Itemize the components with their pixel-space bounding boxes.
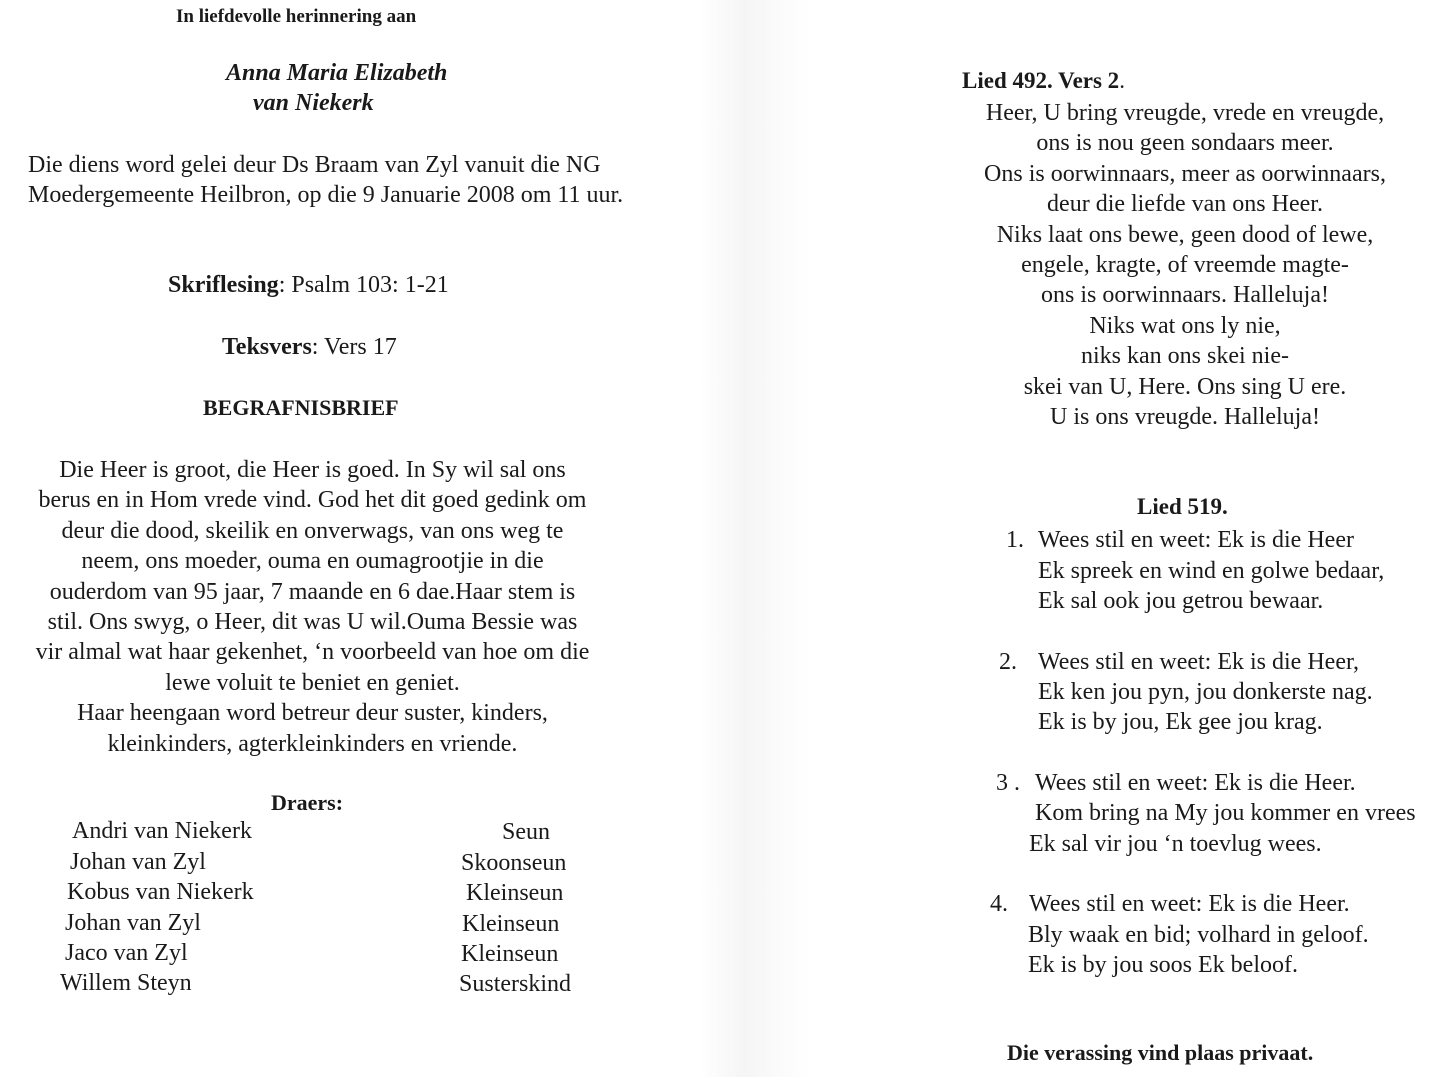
pallbearer-name: Willem Steyn: [60, 970, 192, 996]
letter-line: Die Heer is groot, die Heer is goed. In Sy wil sal ons: [59, 457, 566, 483]
letter-line: lewe voluit te beniet en geniet.: [165, 669, 460, 696]
text-verse-label: Teksvers: [222, 334, 312, 360]
verse-line: Wees stil en weet: Ek is die Heer.: [1029, 891, 1350, 917]
verse-number: 4.: [990, 891, 1008, 917]
funeral-letter-body: [20, 455, 605, 759]
verse-line: Ek sal ook jou getrou bewaar.: [1038, 588, 1324, 614]
verse-line: Wees stil en weet: Ek is die Heer.: [1035, 770, 1356, 796]
verse-line: Ek sal vir jou ‘n toevlug wees.: [1029, 831, 1322, 857]
deceased-name-line1: Anna Maria Elizabeth: [226, 60, 448, 86]
pallbearer-relation: Kleinseun: [466, 880, 564, 906]
verse-number: 3 .: [996, 770, 1020, 796]
lyric-line: engele, kragte, of vreemde magte-: [1021, 252, 1349, 279]
letter-line: neem, ons moeder, ouma en oumagrootjie in die: [81, 548, 544, 575]
lyric-line: Ons is oorwinnaars, meer as oorwinnaars,: [984, 160, 1386, 187]
letter-line: deur die dood, skeilik en onverwags, van ons weg te: [61, 517, 564, 544]
pallbearer-relation: Susterskind: [459, 971, 572, 997]
right-page: [715, 0, 1430, 1077]
verse-line: Kom bring na My jou kommer en vrees: [1035, 800, 1416, 826]
pallbearer-name: Andri van Niekerk: [72, 818, 252, 844]
pallbearer-relation: Kleinseun: [462, 911, 560, 937]
lyric-line: Niks wat ons ly nie,: [1089, 312, 1281, 339]
scripture-reading: [168, 272, 449, 299]
lyric-line: Heer, U bring vreugde, vrede en vreugde,: [985, 100, 1385, 126]
letter-line: vir almal wat haar gekenhet, ‘n voorbeeld van hoe om die: [35, 639, 590, 666]
pallbearer-name: Kobus van Niekerk: [67, 879, 254, 905]
scripture-label: Skriflesing: [168, 272, 279, 298]
pallbearer-relation: Skoonseun: [461, 850, 567, 876]
pallbearer-relation: Kleinseun: [461, 941, 559, 967]
hymn-492-title: [962, 68, 1125, 94]
pallbearer-name: Johan van Zyl: [70, 849, 206, 875]
verse-line: Ek spreek en wind en golwe bedaar,: [1038, 558, 1385, 584]
deceased-name-line2: van Niekerk: [253, 90, 374, 116]
verse-number: 2.: [999, 649, 1017, 675]
letter-line: stil. Ons swyg, o Heer, dit was U wil.Ouma Bessie was: [47, 609, 578, 636]
verse-line: Ek ken jou pyn, jou donkerste nag.: [1038, 679, 1373, 705]
scripture-value: : Psalm 103: 1-21: [278, 272, 449, 298]
lyric-line: niks kan ons skei nie-: [1081, 343, 1289, 370]
lyric-line: skei van U, Here. Ons sing U ere.: [1023, 373, 1347, 400]
letter-line: ouderdom van 95 jaar, 7 maande en 6 dae.Haar stem is: [49, 578, 576, 605]
text-verse-value: : Vers 17: [311, 334, 397, 360]
private-burial-note: Die verassing vind plaas privaat.: [1007, 1040, 1314, 1065]
lyric-line: ons is oorwinnaars. Halleluja!: [1041, 282, 1329, 309]
verse-line: Wees stil en weet: Ek is die Heer: [1038, 527, 1354, 553]
service-details: Die diens word gelei deur Ds Braam van Zyl vanuit die NG Moedergemeente Heilbron, op die 9 Januarie 2008 om 11 uur.: [28, 152, 624, 208]
lyric-line: deur die liefde van ons Heer.: [1047, 191, 1323, 218]
hymn-492-lyrics: [960, 98, 1410, 432]
pallbearer-name: Jaco van Zyl: [65, 940, 188, 966]
verse-line: Wees stil en weet: Ek is die Heer,: [1038, 649, 1359, 675]
pallbearer-name: Johan van Zyl: [65, 910, 201, 936]
pallbearers-title: Draers:: [271, 790, 344, 815]
verse-line: Ek is by jou soos Ek beloof.: [1028, 952, 1298, 978]
lyric-line: U is ons vreugde. Halleluja!: [1050, 404, 1320, 431]
text-verse: [222, 334, 397, 361]
verse-line: Ek is by jou, Ek gee jou krag.: [1038, 709, 1323, 735]
pallbearer-relation: Seun: [502, 819, 550, 845]
letter-line: berus en in Hom vrede vind. God het dit goed gedink om: [38, 487, 587, 514]
lyric-line: Niks laat ons bewe, geen dood of lewe,: [996, 221, 1374, 248]
funeral-letter-heading: BEGRAFNISBRIEF: [203, 395, 399, 420]
verse-line: Bly waak en bid; volhard in geloof.: [1028, 922, 1369, 948]
lyric-line: ons is nou geen sondaars meer.: [1036, 130, 1334, 157]
memorial-intro: In liefdevolle herinnering aan: [176, 6, 417, 27]
letter-line: kleinkinders, agterkleinkinders en vriende.: [107, 730, 518, 757]
letter-line: Haar heengaan word betreur deur suster, kinders,: [77, 700, 548, 727]
hymn-492-title-dot: .: [1119, 68, 1125, 93]
verse-number: 1.: [1006, 527, 1024, 553]
hymn-492-title-text: Lied 492. Vers 2: [962, 68, 1120, 93]
hymn-519-title: Lied 519.: [1137, 494, 1228, 519]
